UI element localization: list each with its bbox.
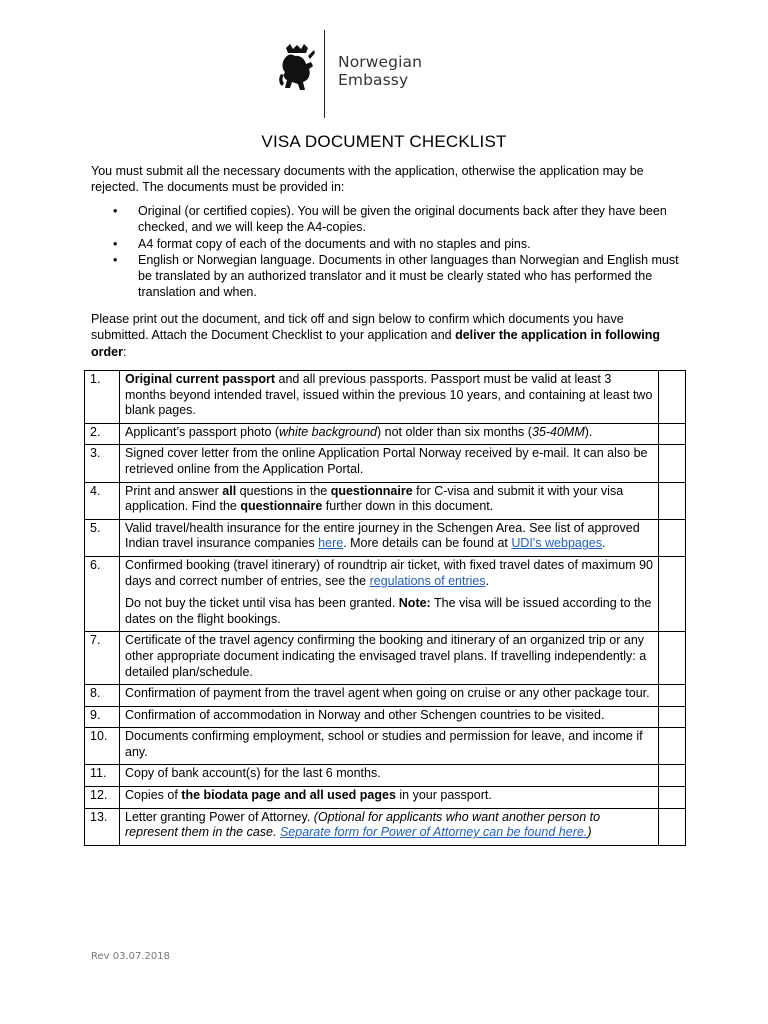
item-number: 3.: [85, 445, 120, 482]
table-row: [85, 728, 686, 765]
checkbox[interactable]: [659, 371, 686, 424]
item-text: Documents confirming employment, school or studies and permission for leave, and income if any.: [120, 728, 659, 765]
intro-paragraph: You must submit all the necessary documents with the application, otherwise the application may be rejected. The documents must be provided in:: [91, 164, 644, 195]
item-text: Letter granting Power of Attorney. (Optional for applicants who want another person to represent them in the case. Separate form for Power of Attorney can be found here.): [120, 808, 659, 845]
item-text: Confirmation of payment from the travel agent when going on cruise or any other package tour.: [120, 685, 659, 707]
requirements-list: [91, 203, 681, 301]
table-row: [85, 632, 686, 685]
revision-label: Rev 03.07.2018: [91, 951, 171, 962]
item-text: Applicant’s passport photo (white background) not older than six months (35-40MM).: [120, 423, 659, 445]
table-row: [85, 787, 686, 809]
list-item: • English or Norwegian language. Documents in other languages than Norwegian and English must be translated by an authorized translator and it must be clearly stated who has performed the translation and when.: [91, 252, 681, 301]
udi-webpages-link[interactable]: UDI's webpages: [511, 536, 602, 551]
item-text: Signed cover letter from the online Application Portal Norway received by e-mail. It can also be retrieved online from the Application Portal.: [120, 445, 659, 482]
item-text: Certificate of the travel agency confirming the booking and itinerary of an organized trip or any other appropriate document indicating the envisaged travel plans. If travelling independently: a detailed plan/schedule.: [120, 632, 659, 685]
table-row: [85, 765, 686, 787]
checklist-table: [84, 370, 686, 846]
power-of-attorney-link[interactable]: Separate form for Power of Attorney can be found here.: [279, 825, 588, 840]
checkbox[interactable]: [659, 728, 686, 765]
item-number: 7.: [85, 632, 120, 685]
checkbox[interactable]: [659, 685, 686, 707]
item-number: 13.: [85, 808, 120, 845]
item-number: 2.: [85, 423, 120, 445]
checkbox[interactable]: [659, 556, 686, 631]
table-row: [85, 423, 686, 445]
checkbox[interactable]: [659, 423, 686, 445]
table-row: [85, 706, 686, 728]
item-number: 11.: [85, 765, 120, 787]
item-text: Copies of the biodata page and all used pages in your passport.: [120, 787, 659, 809]
list-item: • Original (or certified copies). You will be given the original documents back after they have been checked, and we will keep the A4-copies.: [91, 203, 681, 236]
embassy-name: Norwegian Embassy: [338, 53, 423, 89]
table-row: [85, 445, 686, 482]
embassy-logo: [274, 30, 490, 118]
checkbox[interactable]: [659, 765, 686, 787]
insurance-list-link[interactable]: here: [318, 536, 344, 551]
checkbox[interactable]: [659, 482, 686, 519]
table-row: [85, 482, 686, 519]
checkbox[interactable]: [659, 632, 686, 685]
item-text: Copy of bank account(s) for the last 6 months.: [120, 765, 659, 787]
table-row: [85, 808, 686, 845]
item-number: 1.: [85, 371, 120, 424]
checkbox[interactable]: [659, 808, 686, 845]
item-number: 6.: [85, 556, 120, 631]
table-row: [85, 556, 686, 631]
item-text: Valid travel/health insurance for the entire journey in the Schengen Area. See list of approved Indian travel insurance companies here. More details can be found at UDI's webpages.: [120, 519, 659, 556]
page-title: VISA DOCUMENT CHECKLIST: [261, 132, 507, 151]
item-number: 12.: [85, 787, 120, 809]
instructions-paragraph: Please print out the document, and tick off and sign below to confirm which documents you have submitted. Attach the Document Checklist to your application and deliver the application in following order:: [91, 312, 660, 359]
checkbox[interactable]: [659, 706, 686, 728]
checkbox[interactable]: [659, 787, 686, 809]
item-number: 10.: [85, 728, 120, 765]
norwegian-lion-crest-icon: [278, 44, 316, 94]
table-row: [85, 371, 686, 424]
item-number: 9.: [85, 706, 120, 728]
checkbox[interactable]: [659, 445, 686, 482]
item-text: Confirmation of accommodation in Norway and other Schengen countries to be visited.: [120, 706, 659, 728]
item-number: 8.: [85, 685, 120, 707]
item-text: Original current passport and all previous passports. Passport must be valid at least 3 months beyond intended travel, issued within the previous 10 years, and containing at least two blank pages.: [120, 371, 659, 424]
regulations-link[interactable]: regulations of entries: [369, 573, 486, 588]
item-number: 4.: [85, 482, 120, 519]
item-number: 5.: [85, 519, 120, 556]
checkbox[interactable]: [659, 519, 686, 556]
table-row: [85, 519, 686, 556]
logo-divider: [324, 30, 325, 118]
table-row: [85, 685, 686, 707]
list-item: • A4 format copy of each of the documents and with no staples and pins.: [91, 236, 681, 252]
item-text: Confirmed booking (travel itinerary) of roundtrip air ticket, with fixed travel dates of maximum 90 days and correct number of entries, see the regulations of entries. Do not buy the ticket until visa has been granted. Note: The visa will be issued according to the dates on the flight bookings.: [120, 556, 659, 631]
item-text: Print and answer all questions in the questionnaire for C-visa and submit it with your visa application. Find the questionnaire further down in this document.: [120, 482, 659, 519]
